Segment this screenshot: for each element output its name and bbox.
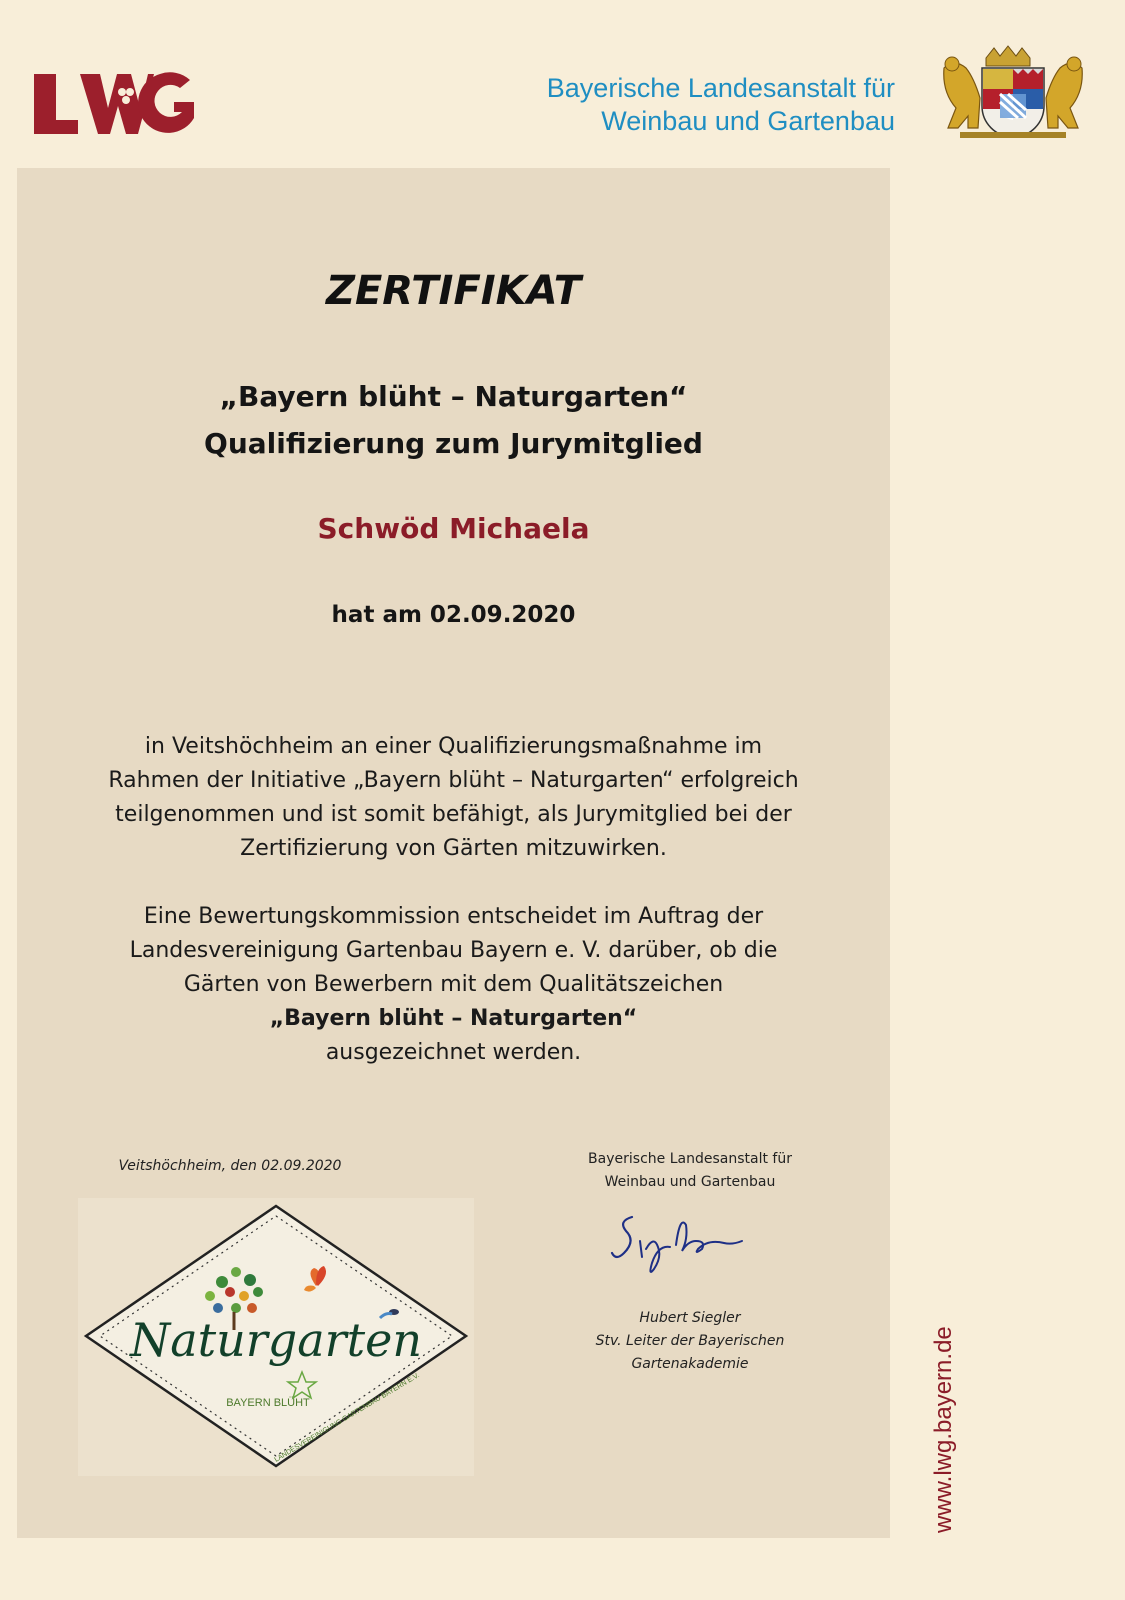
subtitle-line-2: Qualifizierung zum Jurymitglied xyxy=(204,427,703,460)
paragraph-2-line: Gärten von Bewerbern mit dem Qualitätszeichen xyxy=(183,972,724,997)
certificate-subtitle xyxy=(17,373,890,467)
website-url[interactable]: www.lwg.bayern.de xyxy=(930,1326,957,1533)
bavarian-coat-of-arms-icon xyxy=(930,44,1096,142)
signer-block xyxy=(540,1307,840,1376)
paragraph-2-line: Eine Bewertungskommission entscheidet im Auftrag der xyxy=(143,904,764,929)
place-date: Veitshöchheim, den 02.09.2020 xyxy=(118,1158,342,1174)
signer-name: Hubert Siegler xyxy=(639,1310,741,1326)
lwg-logo xyxy=(30,70,198,138)
certificate-date-line: hat am 02.09.2020 xyxy=(331,602,576,628)
signature-institution-line-2: Weinbau und Gartenbau xyxy=(604,1174,776,1190)
body-paragraph-2 xyxy=(17,900,890,1070)
paragraph-1-line: Zertifizierung von Gärten mitzuwirken. xyxy=(240,836,667,861)
institution-title xyxy=(470,72,895,138)
paragraph-1-line: teilgenommen und ist somit befähigt, als Jurymitglied bei der xyxy=(115,802,792,827)
paragraph-1-line: Rahmen der Initiative „Bayern blüht – Naturgarten“ erfolgreich xyxy=(108,768,799,793)
subtitle-line-1: „Bayern blüht – Naturgarten“ xyxy=(219,380,688,413)
naturgarten-ring-text-path: LANDESVEREINIGUNG GARTENBAU BAYERN E.V. xyxy=(273,1372,421,1464)
lwg-logo-text: LWG xyxy=(30,70,33,71)
signature-institution xyxy=(540,1148,840,1194)
paragraph-2-line: Landesvereinigung Gartenbau Bayern e. V. darüber, ob die xyxy=(129,938,778,963)
institution-line-1: Bayerische Landesanstalt für xyxy=(546,73,895,103)
naturgarten-logo-main-text: Naturgarten xyxy=(130,1313,422,1367)
naturgarten-logo xyxy=(80,1200,472,1472)
paragraph-2-end: ausgezeichnet werden. xyxy=(325,1040,582,1065)
naturgarten-logo-sub-text: BAYERN BLÜHT xyxy=(226,1397,310,1409)
recipient-name: Schwöd Michaela xyxy=(317,512,590,545)
certificate-title: ZERTIFIKAT xyxy=(325,268,582,314)
signature-institution-line-1: Bayerische Landesanstalt für xyxy=(588,1151,792,1167)
signer-role-line-1: Stv. Leiter der Bayerischen xyxy=(595,1333,785,1349)
paragraph-2-emphasis: „Bayern blüht – Naturgarten“ xyxy=(269,1006,638,1031)
paragraph-1-line: in Veitshöchheim an einer Qualifizierungsmaßnahme im xyxy=(144,734,763,759)
handwritten-signature xyxy=(610,1205,770,1275)
signer-role-line-2: Gartenakademie xyxy=(631,1356,749,1372)
body-paragraph-1 xyxy=(17,730,890,866)
institution-line-2: Weinbau und Gartenbau xyxy=(601,106,895,136)
